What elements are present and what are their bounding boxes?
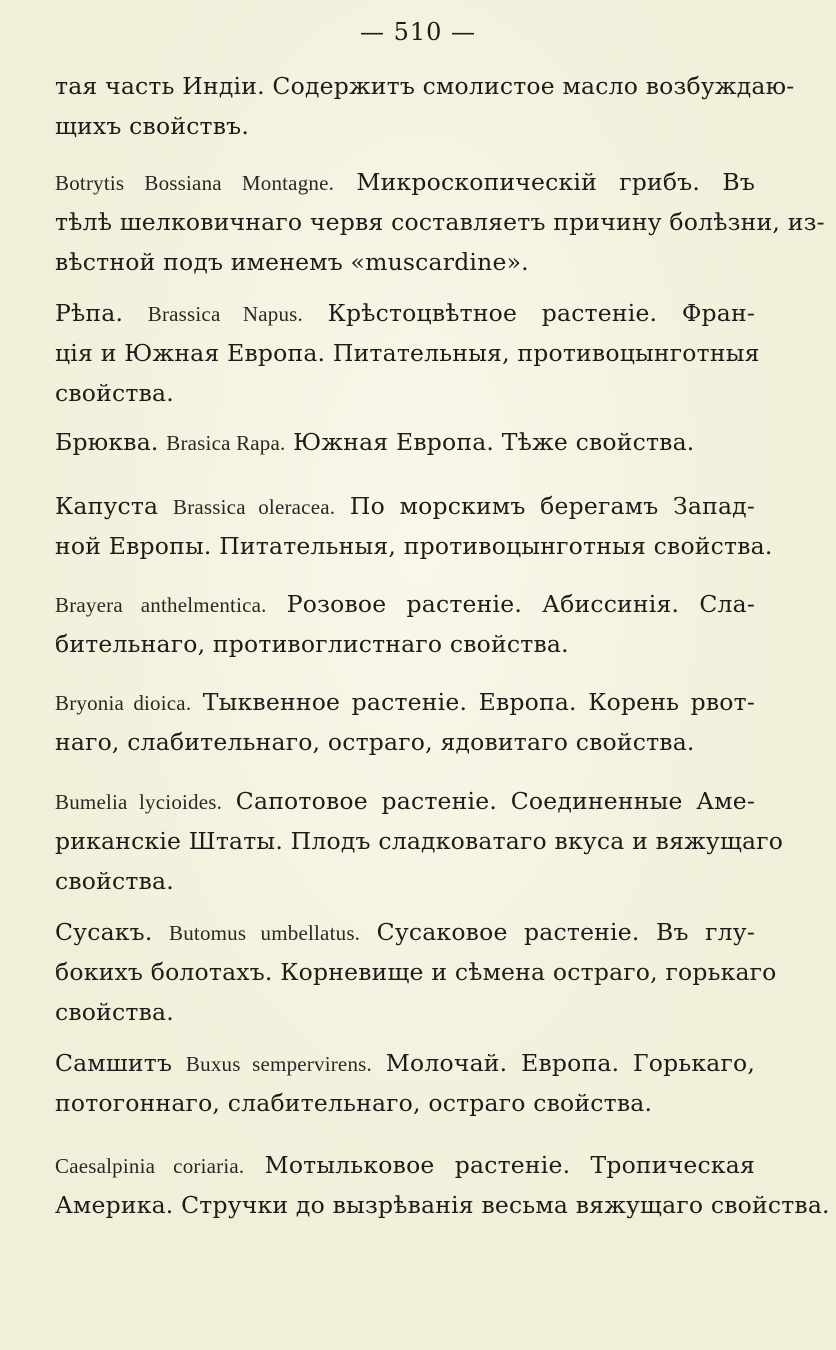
common-name: Самшитъ [55,1049,186,1077]
entry-botrytis [55,162,825,282]
text-line: свойства. [55,867,174,895]
entry-brassica-oleracea [55,486,773,566]
common-name: Капуста [55,492,173,520]
text-line: свойства. [55,379,174,407]
entry-continuation [55,66,795,146]
latin-name: Brassica oleracea. [172,495,336,519]
entry-bryonia [55,682,755,762]
text-line: свойства. [55,998,174,1026]
entry-text: Сусаковое растеніе. Въ глу- [360,918,755,946]
text-line [55,682,755,722]
entry-buxus [55,1043,755,1123]
common-name: Сусакъ. [55,918,169,946]
text-line [55,912,755,952]
latin-name: Botrytis Bossiana Montagne. [55,171,335,195]
text-line: щихъ свойствъ. [55,112,250,140]
text-line: наго, слабительнаго, остраго, ядовитаго свойства. [55,728,695,756]
text-line [55,486,755,526]
latin-name: Brasica Rapa. [166,431,286,455]
entry-text: Тыквенное растеніе. Европа. Корень рвот- [191,688,755,716]
entry-brassica-napus [55,293,760,413]
entry-brasica-rapa [55,422,755,462]
latin-name: Brassica Napus. [147,302,303,326]
text-line: бокихъ болотахъ. Корневище и сѣмена остраго, горькаго [55,958,777,986]
latin-name: Caesalpinia coriaria. [55,1154,245,1178]
text-line: риканскіе Штаты. Плодъ сладковатаго вкуса и вяжущаго [55,827,784,855]
text-line: тѣлѣ шелковичнаго червя составляетъ причину болѣзни, из- [55,208,825,236]
entry-text: Сапотовое растеніе. Соединенные Аме- [222,787,756,815]
entry-bumelia [55,781,784,901]
text-line: потогоннаго, слабительнаго, остраго свойства. [55,1089,653,1117]
text-line [55,1145,755,1185]
entry-text: Микроскопическій грибъ. Въ [334,168,755,196]
entry-text: Мотыльковое растеніе. Тропическая [244,1151,755,1179]
entry-caesalpinia [55,1145,830,1225]
text-line: вѣстной подъ именемъ «muscardine». [55,248,529,276]
text-line: тая часть Индіи. Содержитъ смолистое масло возбуждаю- [55,72,795,100]
entry-text: Южная Европа. Тѣже свойства. [285,428,695,456]
common-name: Брюква. [55,428,167,456]
latin-name: Bryonia dioica. [55,691,192,715]
entry-text: Розовое растеніе. Абиссинія. Сла- [266,590,755,618]
latin-name: Butomus umbellatus. [169,921,361,945]
text-line [55,293,755,333]
latin-name: Buxus sempervirens. [185,1052,372,1076]
text-line: ція и Южная Европа. Питательныя, противоцынготныя [55,339,760,367]
entry-text: Молочай. Европа. Горькаго, [371,1049,755,1077]
latin-name: Brayera anthelmentica. [55,593,267,617]
common-name: Рѣпа. [55,299,148,327]
text-line [55,781,755,821]
text-line: бительнаго, противоглистнаго свойства. [55,630,569,658]
text-line [55,1043,755,1083]
text-line: Америка. Стручки до вызрѣванія весьма вяжущаго свойства. [55,1191,830,1219]
text-line: ной Европы. Питательныя, противоцынготныя свойства. [55,532,773,560]
entry-butomus [55,912,777,1032]
latin-name: Bumelia lycioides. [55,790,223,814]
page-number: — 510 — [359,18,477,46]
entry-text: Крѣстоцвѣтное растеніе. Фран- [302,299,755,327]
text-line [55,422,755,462]
entry-text: По морскимъ берегамъ Запад- [335,492,755,520]
entry-brayera [55,584,755,664]
text-line [55,162,755,202]
text-line [55,584,755,624]
